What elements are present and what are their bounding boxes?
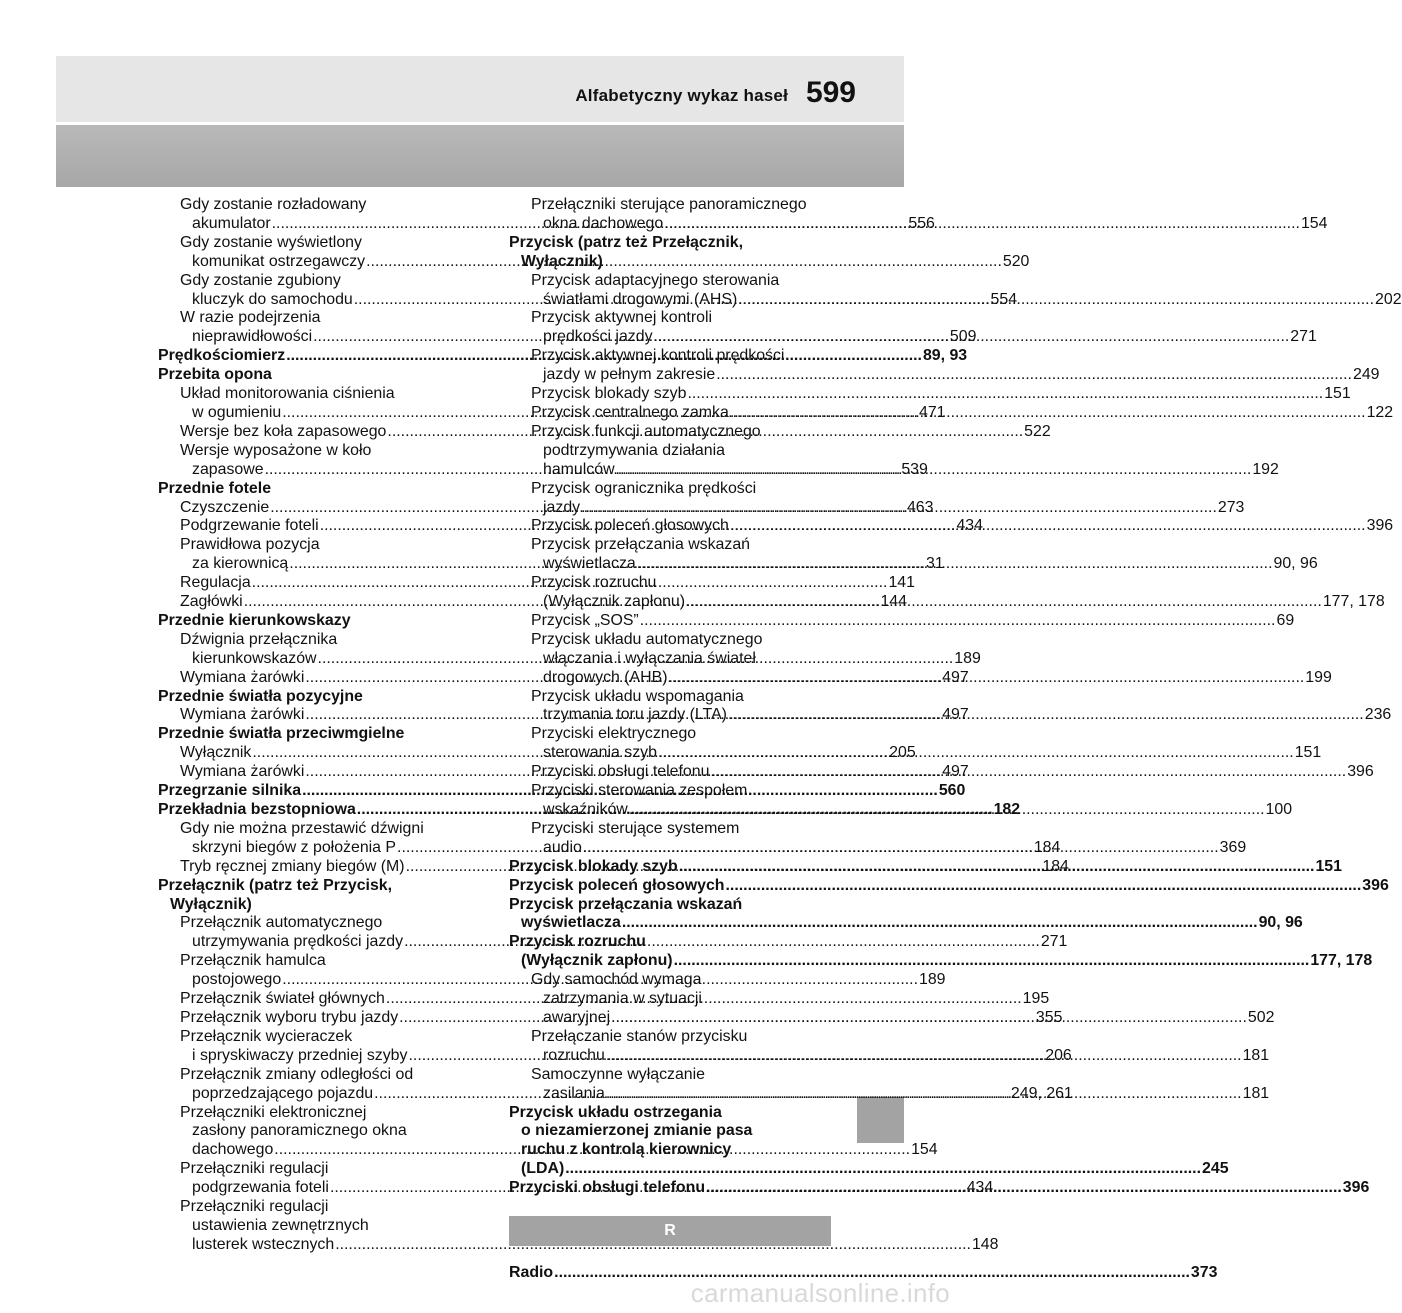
entry-text: Przycisk funkcji automatycznego: [531, 422, 761, 440]
entry-text: audio: [543, 838, 582, 856]
dot-leader: [606, 1047, 1242, 1066]
entry-text: Przyciski obsługi telefonu: [531, 763, 710, 781]
page-reference: 148: [971, 1235, 999, 1253]
entry-text: Zagłówki: [180, 593, 243, 611]
dot-leader: [726, 877, 1362, 896]
page-reference: 560: [938, 782, 966, 800]
entry-text: hamulców: [543, 460, 615, 478]
page-reference: 556: [908, 214, 935, 232]
page-reference: 184: [1042, 857, 1069, 875]
entry-text: drogowych (AHB): [543, 668, 668, 686]
entry-text: Przycisk układu ostrzegania: [509, 1103, 722, 1121]
entry-text: Wymiana żarówki: [180, 668, 305, 686]
page-reference: 90, 96: [1273, 555, 1318, 573]
page-reference: 249: [1352, 366, 1380, 384]
entry-text: Przełącznik świateł głównych: [180, 990, 385, 1008]
entry-text: komunikat ostrzegawczy: [192, 252, 366, 270]
entry-text: Przełącznik hamulca: [180, 952, 326, 970]
index-heading: [158, 688, 472, 707]
dot-leader: [581, 499, 1217, 518]
entry-text: Przycisk układu wspomagania: [531, 687, 744, 705]
page-reference: 509: [949, 328, 977, 346]
entry-text: akumulator: [192, 214, 271, 232]
page-reference: 206: [1045, 1046, 1072, 1064]
entry-text: w ogumieniu: [192, 403, 282, 421]
page-reference: 471: [918, 403, 946, 421]
page-reference: 396: [1366, 517, 1394, 535]
page-reference: 151: [1315, 857, 1342, 875]
dot-leader: [622, 914, 1258, 933]
dot-leader: [687, 385, 1323, 404]
page-reference: 69: [1276, 611, 1295, 629]
page-reference: 182: [993, 801, 1021, 818]
dot-leader: [654, 328, 1290, 347]
entry-text: Przycisk ogranicznika prędkości: [531, 479, 757, 497]
dot-leader: [606, 1085, 1242, 1104]
page-reference: 151: [1294, 744, 1322, 762]
dot-leader: [730, 517, 1366, 536]
dot-leader: [730, 404, 1366, 423]
dot-leader: [728, 706, 1364, 725]
entry-text: Przycisk układu automatycznego: [531, 630, 763, 648]
entry-text: ruchu z kontrolą kierownicy: [521, 1141, 732, 1159]
page-reference: 181: [1242, 1046, 1270, 1064]
entry-text: Wyłącznik): [521, 252, 603, 270]
page-reference: 122: [1366, 403, 1394, 421]
entry-text: wskaźników: [543, 801, 628, 818]
page-reference: 144: [880, 593, 907, 611]
entry-text: Przednie światła pozycyjne: [158, 687, 363, 705]
entry-text: Przełączniki sterujące panoramicznego: [531, 196, 807, 213]
dot-leader: [679, 858, 1315, 877]
entry-text: wyświetlacza: [543, 555, 636, 573]
dot-leader: [629, 801, 1265, 820]
dot-leader: [640, 612, 1276, 631]
dot-leader: [738, 291, 1374, 310]
page-reference: 177, 178: [1310, 952, 1373, 970]
entry-text: Przednie fotele: [158, 479, 272, 497]
header-title: Alfabetyczny wykaz haseł: [575, 86, 788, 105]
page-reference: 192: [1252, 460, 1279, 478]
entry-text: zapasowe: [192, 460, 264, 478]
page-reference: 195: [1022, 990, 1050, 1008]
entry-text: za kierownicą: [192, 555, 289, 573]
entry-text: Radio: [509, 1264, 554, 1282]
entry-text: Przełącznik (patrz też Przycisk,: [158, 876, 393, 894]
entry-text: podtrzymywania działania: [543, 441, 725, 459]
entry-text: Przełącznik automatycznego: [180, 914, 383, 932]
entry-text: Przednie kierunkowskazy: [158, 611, 351, 629]
entry-text: kluczyk do samochodu: [192, 290, 353, 308]
entry-text: Gdy zostanie zgubiony: [180, 271, 341, 289]
entry-text: Przełączniki regulacji: [180, 1198, 329, 1216]
entry-text: Regulacja: [180, 574, 251, 592]
page-reference: 497: [942, 763, 969, 781]
decorative-band: [56, 125, 904, 187]
dot-leader: [611, 1009, 1247, 1028]
index-heading: [158, 877, 472, 915]
entry-text: Gdy zostanie wyświetlony: [180, 233, 362, 251]
page-reference: 189: [919, 971, 946, 989]
page-reference: 463: [906, 498, 934, 516]
entry-text: sterowania szyb: [543, 744, 657, 762]
entry-text: Przyciski sterujące systemem: [531, 819, 740, 837]
page-reference: 181: [1242, 1084, 1270, 1102]
dot-leader: [664, 215, 1300, 234]
entry-text: Przycisk centralnego zamka: [531, 403, 729, 421]
entry-text: (Wyłącznik zapłonu): [521, 952, 673, 970]
page-reference: 554: [990, 290, 1018, 308]
entry-text: Przycisk adaptacyjnego sterowania: [531, 271, 780, 289]
entry-text: poprzedzającego pojazdu: [192, 1084, 374, 1102]
page-reference: 369: [1219, 838, 1247, 856]
entry-text: Dźwignia przełącznika: [180, 630, 338, 648]
entry-text: Przycisk blokady szyb: [509, 857, 678, 875]
entry-text: włączania i wyłączania świateł: [543, 649, 756, 667]
entry-text: Gdy nie można przestawić dźwigni: [180, 819, 424, 837]
page-reference: 236: [1364, 706, 1392, 724]
page-reference: 189: [954, 649, 981, 667]
page-reference: 154: [911, 1141, 938, 1159]
dot-leader: [565, 1160, 1201, 1179]
dot-leader: [637, 555, 1273, 574]
index-heading: [509, 895, 1303, 934]
entry-text: Przycisk aktywnej kontroli: [531, 309, 713, 327]
dot-leader: [706, 1179, 1342, 1198]
entry-text: Przycisk rozruchu: [531, 574, 657, 592]
entry-text: W razie podejrzenia: [180, 309, 321, 327]
entry-text: Prędkościomierz: [158, 347, 286, 365]
entry-text: okna dachowego: [543, 214, 664, 232]
entry-text: (Wyłącznik zapłonu): [543, 593, 686, 611]
index-heading: [509, 876, 1389, 896]
page-reference: 90, 96: [1258, 914, 1303, 932]
index-heading: [158, 612, 472, 631]
page-reference: 520: [1002, 252, 1030, 270]
dot-leader: [716, 366, 1352, 385]
entry-text: (LDA): [521, 1160, 565, 1178]
page-reference: 249, 261: [1010, 1084, 1073, 1102]
dot-leader: [674, 952, 1310, 971]
entry-text: Przyciski elektrycznego: [531, 725, 697, 743]
entry-text: awaryjnej: [543, 1008, 611, 1026]
page-reference: 177, 178: [1322, 593, 1385, 611]
entry-text: lusterek wstecznych: [192, 1235, 335, 1253]
entry-text: trzymania toru jazdy (LTA): [543, 706, 727, 724]
dot-leader: [669, 669, 1305, 688]
entry-text: kierunkowskazów: [192, 649, 317, 667]
entry-text: Gdy zostanie rozładowany: [180, 196, 367, 213]
dot-leader: [658, 744, 1294, 763]
entry-text: podgrzewania foteli: [192, 1179, 329, 1197]
page-reference: 539: [901, 460, 928, 478]
entry-text: Gdy samochód wymaga: [531, 971, 702, 989]
entry-text: Samoczynne wyłączanie: [531, 1065, 705, 1083]
entry-text: Przycisk poleceń głosowych: [531, 517, 729, 535]
entry-text: Przycisk „SOS”: [531, 611, 639, 629]
entry-text: Przełącznik wyboru trybu jazdy: [180, 1008, 399, 1026]
entry-text: Wymiana żarówki: [180, 706, 305, 724]
page-reference: 355: [1035, 1008, 1063, 1026]
entry-text: Przełącznik zmiany odległości od: [180, 1065, 414, 1083]
page-reference: 141: [888, 574, 915, 592]
entry-text: Układ monitorowania ciśnienia: [180, 385, 395, 403]
entry-text: nieprawidłowości: [192, 328, 313, 346]
entry-text: Wersje wyposażone w koło: [180, 441, 372, 459]
entry-text: o niezamierzonej zmianie pasa: [521, 1122, 753, 1140]
page-number: 599: [805, 76, 856, 109]
entry-text: Przycisk rozruchu: [509, 933, 646, 951]
entry-text: rozruchu: [543, 1046, 605, 1064]
dot-leader: [616, 461, 1252, 480]
page-reference: 245: [1202, 1160, 1229, 1178]
entry-text: jazdy w pełnym zakresie: [543, 366, 716, 384]
entry-text: Podgrzewanie foteli: [180, 517, 319, 535]
entry-text: prędkości jazdy: [543, 328, 653, 346]
entry-text: wyświetlacza: [521, 914, 621, 932]
entry-text: Przycisk poleceń głosowych: [509, 876, 725, 894]
section-header-r: R: [509, 1216, 831, 1246]
entry-text: Przycisk aktywnej kontroli prędkości: [531, 347, 785, 365]
page-reference: 434: [956, 517, 983, 535]
entry-text: Prawidłowa pozycja: [180, 536, 320, 554]
index-subentry: [158, 1198, 999, 1255]
page-reference: 31: [926, 555, 944, 573]
index-heading: [158, 480, 472, 499]
entry-text: Wymiana żarówki: [180, 763, 305, 781]
index-subentry: [509, 385, 1351, 404]
dot-leader: [686, 593, 1322, 612]
watermark: carmanualsonline.info: [690, 1278, 950, 1308]
entry-text: dachowego: [192, 1141, 274, 1159]
entry-text: Wyłącznik): [170, 895, 252, 913]
entry-text: Przyciski sterowania zespołem: [531, 782, 748, 800]
page-reference: 199: [1305, 668, 1332, 686]
entry-text: zasilania: [543, 1084, 605, 1102]
page-reference: 497: [942, 668, 969, 686]
page-reference: 497: [942, 706, 969, 724]
page-reference: 271: [1290, 328, 1317, 346]
entry-text: skrzyni biegów z położenia P: [192, 838, 397, 856]
page-reference: 202: [1375, 290, 1402, 308]
entry-text: Przycisk blokady szyb: [531, 385, 687, 403]
page-reference: 205: [889, 744, 916, 762]
entry-text: Przełączniki elektronicznej: [180, 1103, 367, 1121]
dot-leader: [583, 839, 1219, 858]
entry-text: Przełączniki regulacji: [180, 1160, 329, 1178]
entry-text: światłami drogowymi (AHS): [543, 290, 738, 308]
entry-text: Wyłącznik: [180, 744, 252, 762]
page-reference: 151: [1324, 385, 1351, 403]
page-reference: 434: [966, 1179, 994, 1197]
page-reference: 522: [1024, 422, 1051, 440]
page-reference: 271: [1040, 933, 1068, 951]
index-subentry: [509, 611, 1295, 631]
entry-text: Przednie światła przeciwmgielne: [158, 725, 405, 743]
side-tab-marker: [857, 1097, 904, 1143]
page-reference: 100: [1265, 801, 1293, 818]
entry-text: ustawienia zewnętrznych: [192, 1216, 369, 1234]
index-heading: [158, 725, 472, 744]
entry-text: Przegrzanie silnika: [158, 782, 302, 800]
entry-text: Przełączanie stanów przycisku: [531, 1027, 748, 1045]
page-reference: 396: [1362, 876, 1389, 894]
index-heading: [509, 234, 831, 272]
entry-text: Przycisk przełączania wskazań: [509, 895, 743, 913]
entry-text: zasłony panoramicznego okna: [192, 1122, 407, 1140]
entry-text: Przebita opona: [158, 366, 272, 384]
dot-leader: [710, 763, 1346, 782]
page-reference: 396: [1342, 1179, 1370, 1197]
page-reference: 154: [1300, 214, 1328, 232]
entry-text: Przycisk (patrz też Przełącznik,: [509, 233, 744, 251]
entry-text: Tryb ręcznej zmiany biegów (M): [180, 857, 405, 875]
page-reference: 502: [1247, 1008, 1275, 1026]
entry-text: postojowego: [192, 971, 282, 989]
entry-text: jazdy: [543, 498, 581, 516]
entry-text: i spryskiwaczy przedniej szyby: [192, 1046, 408, 1064]
page-reference: 396: [1347, 763, 1374, 781]
entry-text: Przyciski obsługi telefonu: [509, 1179, 706, 1197]
page-reference: 373: [1190, 1264, 1218, 1282]
entry-text: zatrzymania w sytuacji: [543, 990, 702, 1008]
entry-text: utrzymywania prędkości jazdy: [192, 933, 404, 951]
entry-text: Przełącznik wycieraczek: [180, 1027, 353, 1045]
entry-text: Przycisk przełączania wskazań: [531, 536, 751, 554]
entry-text: Czyszczenie: [180, 498, 270, 516]
page-reference: 273: [1217, 498, 1245, 516]
entry-text: Przekładnia bezstopniowa: [158, 801, 356, 818]
index-heading: [158, 366, 472, 385]
page-reference: 89, 93: [922, 347, 968, 365]
entry-text: Wersje bez koła zapasowego: [180, 422, 387, 440]
page-reference: 184: [1033, 838, 1061, 856]
